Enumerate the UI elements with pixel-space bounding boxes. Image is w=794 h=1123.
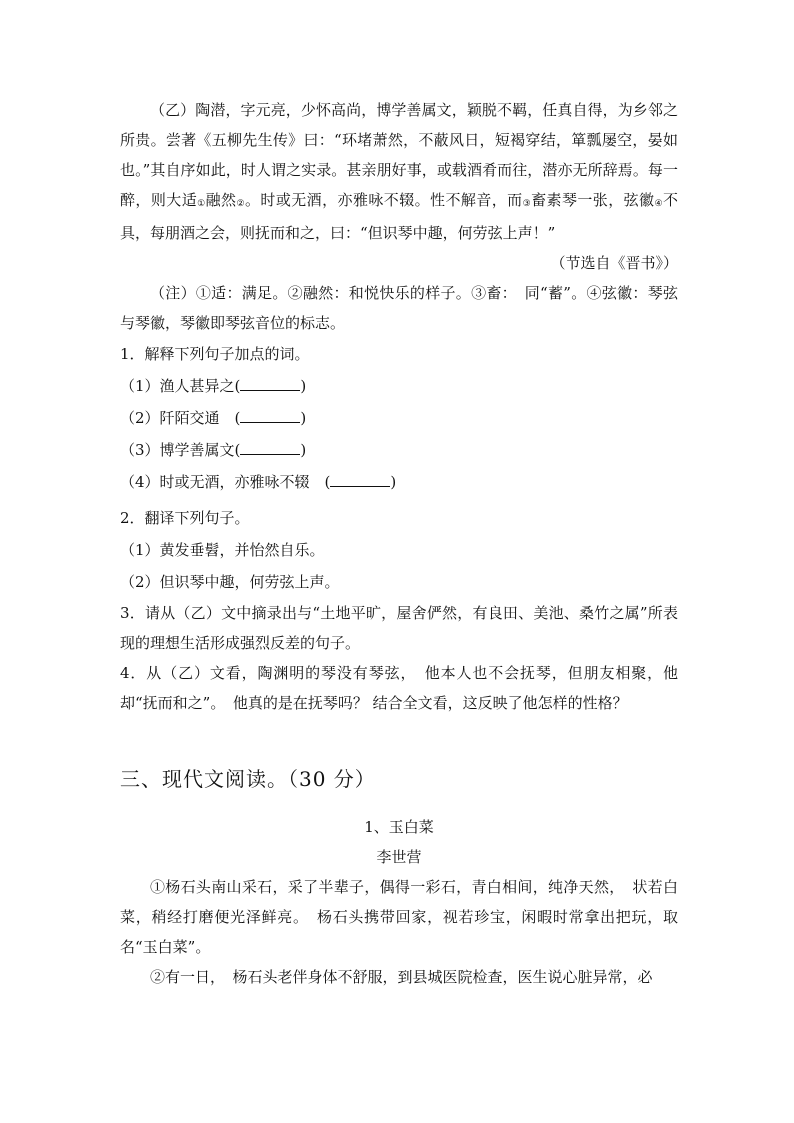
question-1-item: （2）阡陌交通 ( )	[120, 409, 307, 427]
footnote-marker-1: ①	[197, 199, 206, 209]
passage-text-e: 不具，每朋酒之会，则抚而和之，曰：“但识琴中趣，何劳弦上声！”	[120, 191, 678, 242]
question-4: 4．从（乙）文看，陶渊明的琴没有琴弦， 他本人也不会抚琴，但朋友相聚，他却“抚而和之”。 他真的是在抚琴吗？ 结合全文看，这反映了他怎样的性格？	[120, 664, 678, 712]
article-title: 1、玉白菜	[364, 818, 434, 836]
passage-source: （节选自《晋书》）	[550, 254, 678, 272]
passage-text-a: （乙）陶潜，字元亮，少怀高尚，博学善属文，颖脱不羁，任真自得，为乡邻之所贵。尝著《五柳先生传》曰：“环堵萧然，不蔽风日，短褐穿结，箪瓢屡空，晏如也。”其自序如此，时人谓之实录。甚亲朋好事，或载酒肴而往，潜亦无所辞焉。每一醉，则大适	[120, 101, 678, 209]
question-2-item: （2）但识琴中趣，何劳弦上声。	[120, 573, 340, 591]
answer-blank[interactable]	[330, 472, 390, 487]
passage-text-b: 融然	[205, 191, 237, 209]
question-2-title: 2．翻译下列句子。	[120, 509, 250, 527]
answer-blank[interactable]	[240, 440, 300, 455]
footnote-marker-4: ④	[654, 199, 663, 209]
article-paragraph-2: ②有一日， 杨石头老伴身体不舒服，到县城医院检查，医生说心脏异常，必	[150, 968, 653, 986]
article-paragraph-1: ①杨石头南山采石，采了半辈子，偶得一彩石，青白相间，纯净天然， 状若白菜，稍经打磨便光泽鲜亮。 杨石头携带回家，视若珍宝，闲暇时常拿出把玩，取名“玉白菜”。	[120, 878, 678, 956]
footnote-marker-3: ③	[522, 199, 532, 209]
passage-text-c: 。时或无酒，亦雅咏不辍。性不解音，而	[244, 191, 523, 209]
footnote-marker-2: ②	[236, 199, 245, 209]
question-1-item: （3）博学善属文( )	[120, 441, 307, 459]
question-1-item: （1）渔人甚异之( )	[120, 377, 307, 395]
answer-blank[interactable]	[240, 376, 300, 391]
article-author: 李世营	[376, 848, 422, 866]
question-1-item: （4）时或无酒，亦雅咏不辍 ( )	[120, 473, 397, 491]
passage-text-d: 畜素琴一张，弦徽	[531, 191, 655, 209]
passage-yi-paragraph	[120, 95, 678, 248]
question-3: 3．请从（乙）文中摘录出与“土地平旷，屋舍俨然，有良田、美池、桑竹之属”所表现的理想生活形成强烈反差的句子。	[120, 604, 678, 652]
document-page	[120, 0, 678, 992]
annotation-note: （注）①适：满足。②融然：和悦快乐的样子。③畜： 同“蓄”。④弦徽：琴弦与琴徽，琴徽即琴弦音位的标志。	[120, 284, 678, 332]
answer-blank[interactable]	[240, 408, 300, 423]
question-1-title: 1．解释下列句子加点的词。	[120, 345, 310, 363]
question-2-item: （1）黄发垂髫，并怡然自乐。	[120, 541, 325, 559]
section-heading: 三、现代文阅读。（30 分）	[120, 767, 376, 791]
